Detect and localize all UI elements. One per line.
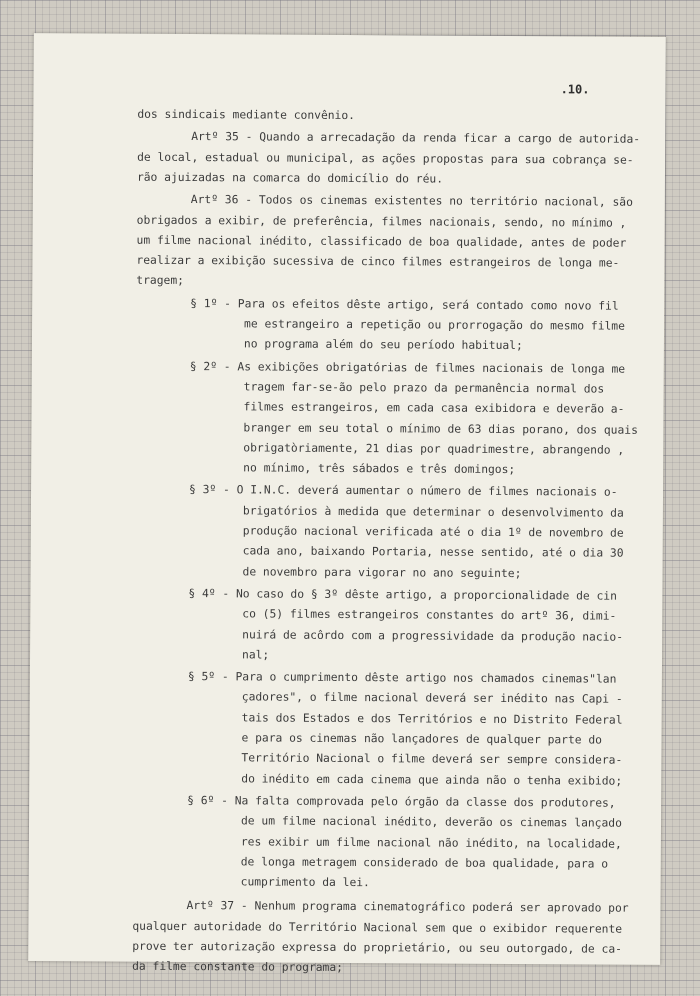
text-line: tais dos Estados e dos Territórios e no Distrito Federal xyxy=(241,711,623,727)
article-35-line: Artº 35 - Quando a arrecadação da renda ficar a cargo de autorida- xyxy=(191,130,641,147)
paragraph-5-line: § 5º - Para o cumprimento dêste artigo nos chamados cinemas"lan xyxy=(187,670,617,686)
text-line: obrigatòriamente, 21 dias por quadrimestre, abrangendo , xyxy=(243,441,625,457)
text-line: brigatórios à medida que determinar o desenvolvimento da xyxy=(242,504,624,520)
article-36-line: Artº 36 - Todos os cinemas existentes no território nacional, são xyxy=(190,193,633,209)
text-line: nuirá de acôrdo com a progressividade da produção nacio- xyxy=(242,627,624,644)
text-line: res exibir um filme nacional não inédito, na localidade, xyxy=(240,834,622,851)
text-line: rão ajuizadas na comarca do domicílio do réu. xyxy=(136,170,444,186)
text-line: nal; xyxy=(242,648,270,662)
text-line: de um filme nacional inédito, deverão os cinemas lançado xyxy=(240,814,622,830)
text-line: prove ter autorização expressa do proprietário, ou seu outorgado, de ca- xyxy=(132,939,622,956)
text-line: Território Nacional o filme deverá ser sempre considera- xyxy=(241,751,623,767)
text-line: çadores", o filme nacional deverá ser inédito nas Capi - xyxy=(241,690,623,707)
text-line: no programa além do seu período habitual; xyxy=(243,337,523,353)
text-line: cada ano, baixando Portaria, nesse sentido, até o dia 30 xyxy=(242,544,624,560)
text-line: branger em seu total o mínimo de 63 dias porano, dos quais xyxy=(243,420,638,437)
text-line: produção nacional verificada até o dia 1º de novembro de xyxy=(242,524,624,540)
text-line: qualquer autoridade do Território Nacional sem que o exibidor requerente xyxy=(132,919,623,936)
paragraph-6-line: § 6º - Na falta comprovada pelo órgão da classe dos produtores, xyxy=(187,793,616,810)
document-continuation xyxy=(28,33,666,965)
text-line: da filme constante do programa; xyxy=(132,959,344,975)
text-line: e para os cinemas não lançadores de qualquer parte do xyxy=(241,731,603,747)
text-line: co (5) filmes estrangeiros constantes do artº 36, dimi- xyxy=(242,607,617,623)
text-line: me estrangeiro a repetição ou prorrogação do mesmo filme xyxy=(244,317,625,333)
text-line: um filme nacional inédito, classificado de boa qualidade, antes de poder xyxy=(136,233,627,250)
text-line: de local, estadual ou municipal, as ações propostas para sua cobrança se- xyxy=(137,150,634,167)
paragraph-1-line: § 1º - Para os efeitos dêste artigo, será contado como novo fil xyxy=(190,296,619,313)
text-line: filmes estrangeiros, em cada casa exibidora e deverão a- xyxy=(243,400,625,416)
text-line: de novembro para vigorar no ano seguinte; xyxy=(242,564,522,580)
text-line: de longa metragem considerado de boa qualidade, para o xyxy=(240,855,609,871)
text-line: no mínimo, três sábados e três domingos; xyxy=(243,461,516,477)
text-line: obrigados a exibir, de preferência, filmes nacionais, sendo, no mínimo , xyxy=(136,213,627,230)
text-line: realizar a exibição sucessiva de cinco filmes estrangeiros de longa me- xyxy=(136,253,620,270)
text-line: tragem; xyxy=(136,274,184,288)
text-line: dos sindicais mediante convênio. xyxy=(137,107,356,123)
page-number: .10. xyxy=(560,82,590,97)
paragraph-2-line: § 2º - As exibições obrigatórias de filmes nacionais de longa me xyxy=(189,359,626,376)
text-line: tragem far-se-ão pelo prazo da permanência normal dos xyxy=(243,380,605,396)
text-line: cumprimento da lei. xyxy=(240,875,370,890)
article-37-line: Artº 37 - Nenhum programa cinematográfico poderá ser aprovado por xyxy=(186,899,629,916)
text-line: do inédito em cada cinema que ainda não o tenha exibido; xyxy=(241,771,623,788)
paragraph-3-line: § 3º - O I.N.C. deverá aumentar o número de filmes nacionais o- xyxy=(189,483,618,500)
paragraph-4-line: § 4º - No caso do § 3º dêste artigo, a proporcionalidade de cin xyxy=(188,586,617,603)
